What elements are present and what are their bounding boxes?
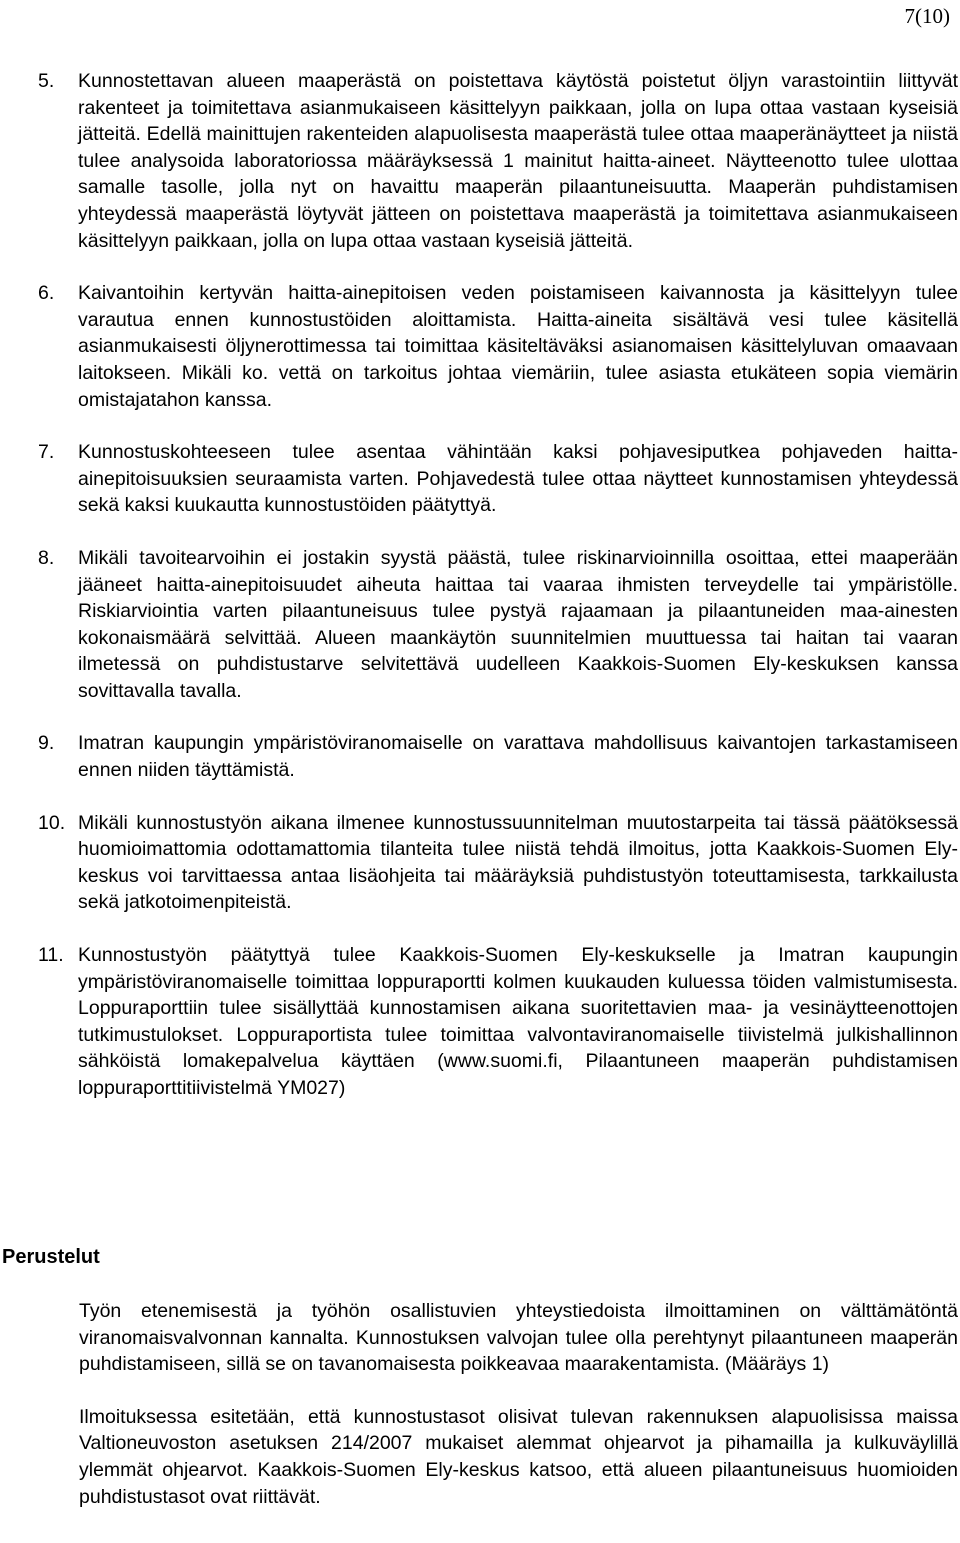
item-number: 9. bbox=[38, 732, 55, 755]
item-text: Mikäli kunnostustyön aikana ilmenee kunnostussuunnitelman muutostarpeita tai tässä päätöksessä huomioimattomia odottamattomia tilanteita tulee niistä tehdä ilmoitus, jotta Kaakkois-Suomen Ely-keskus voi tarvittaessa antaa lisäohjeita tai määräyksiä puhdistustyön toteuttamisesta, tarkkailusta sekä jatkotoimenpiteistä. bbox=[78, 811, 958, 914]
item-number: 6. bbox=[38, 282, 55, 305]
list-item bbox=[38, 439, 958, 519]
section-heading: Perustelut bbox=[2, 1246, 100, 1268]
item-text: Kunnostettavan alueen maaperästä on poistettava käytöstä poistetut öljyn varastointiin liittyvät rakenteet ja toimitettava asianmukaiseen käsittelyyn paikkaan, jolla on lupa ottaa vastaan kyseisiä jätteitä. Edellä mainittujen rakenteiden alapuolisesta maaperästä tulee ottaa maaperänäytteet ja niistä tulee analysoida laboratoriossa määräyksessä 1 mainitut haitta-aineet. Näytteenotto tulee ulottaa samalle tasolle, jolla nyt on havaittu maaperän pilaantuneisuutta. Maaperän puhdistamisen yhteydessä maaperästä löytyvät jätteen on poistettava maaperästä ja toimitettava asianmukaiseen käsittelyyn paikkaan, jolla on lupa ottaa vastaan kyseisiä jätteitä. bbox=[78, 70, 958, 252]
item-text: Mikäli tavoitearvoihin ei jostakin syystä päästä, tulee riskinarvioinnilla osoittaa, ettei maaperään jääneet haitta-ainepitoisuudet aiheuta haittaa tai vaaraa ihmisten terveydelle tai ympäristölle. Riskiarviointia varten pilaantuneisuus tulee pystyä rajaamaan ja pilaantuneiden maa-ainesten kokonaismäärä selvittää. Alueen maankäytön suunnitelmien muuttuessa tai haitan tai vaaran ilmetessä on puhdistustarve selvitettävä uudelleen Kaakkois-Suomen Ely-keskuksen kanssa sovittavalla tavalla. bbox=[78, 546, 958, 702]
item-number: 11. bbox=[38, 944, 64, 967]
item-number: 8. bbox=[38, 546, 55, 569]
list-item bbox=[38, 280, 958, 413]
list-item bbox=[38, 68, 958, 254]
list-item bbox=[38, 545, 958, 705]
item-text: Imatran kaupungin ympäristöviranomaiselle on varattava mahdollisuus kaivantojen tarkastamiseen ennen niiden täyttämistä. bbox=[78, 732, 958, 782]
item-number: 10. bbox=[38, 811, 66, 834]
paragraph: Ilmoituksessa esitetään, että kunnostustasot olisivat tulevan rakennuksen alapuolisissa maissa Valtioneuvoston asetuksen 214/2007 mukaiset alemmat ohjearvot ja pihamailla ja kulkuväylillä ylemmät ohjearvot. Kaakkois-Suomen Ely-keskus katsoo, että alueen pilaantuneisuus huomioiden puhdistustasot ovat riittävät. bbox=[79, 1405, 958, 1508]
item-text: Kaivantoihin kertyvän haitta-ainepitoisen veden poistamiseen kaivannosta ja käsittelyyn tulee varautua ennen kunnostustöiden aloittamista. Haitta-aineita sisältävä vesi tulee käsitellä asianmukaisesti öljynerottimessa tai toimittaa käsiteltäväksi asianomaisen käsittelyluvan omaavaan laitokseen. Mikäli ko. vettä on tarkoitus johtaa viemäriin, tulee asiasta etukäteen sopia viemärin omistajatahon kanssa. bbox=[78, 282, 958, 411]
paragraph: Työn etenemisestä ja työhön osallistuvien yhteystiedoista ilmoittaminen on välttämätöntä viranomaisvalvonnan kannalta. Kunnostuksen valvojan tulee olla perehtynyt pilaantuneen maaperän puhdistamiseen, sillä se on tavanomaisesta poikkeavaa maarakentamista. (Määräys 1) bbox=[79, 1300, 958, 1376]
item-text: Kunnostustyön päätyttyä tulee Kaakkois-Suomen Ely-keskukselle ja Imatran kaupungin ympäristöviranomaiselle toimittaa loppuraportti kolmen kuukauden kuluessa töiden valmistumisesta. Loppuraporttiin tulee sisällyttää kunnostamisen aikana suoritettavien maa- ja vesinäytteenottojen tutkimustulokset. Loppuraportista tulee toimittaa valvontaviranomaiselle tiivistelmä julkishallinnon sähköistä lomakepalvelua käyttäen (www.suomi.fi, Pilaantuneen maaperän puhdistamisen loppuraporttitiivistelmä YM027) bbox=[78, 944, 958, 1099]
section-body bbox=[79, 1298, 958, 1536]
list-item bbox=[38, 810, 958, 916]
item-number: 5. bbox=[38, 70, 55, 92]
list-item bbox=[38, 730, 958, 783]
item-number: 7. bbox=[38, 441, 55, 464]
page-number: 7(10) bbox=[904, 4, 950, 28]
numbered-list bbox=[38, 68, 958, 1128]
item-text: Kunnostuskohteeseen tulee asentaa vähintään kaksi pohjavesiputkea pohjaveden haitta-ainepitoisuuksien seuraamista varten. Pohjavedestä tulee ottaa näytteet kunnostamisen yhteydessä sekä kaksi kuukautta kunnostustöiden päätyttyä. bbox=[78, 441, 958, 517]
list-item bbox=[38, 942, 958, 1102]
